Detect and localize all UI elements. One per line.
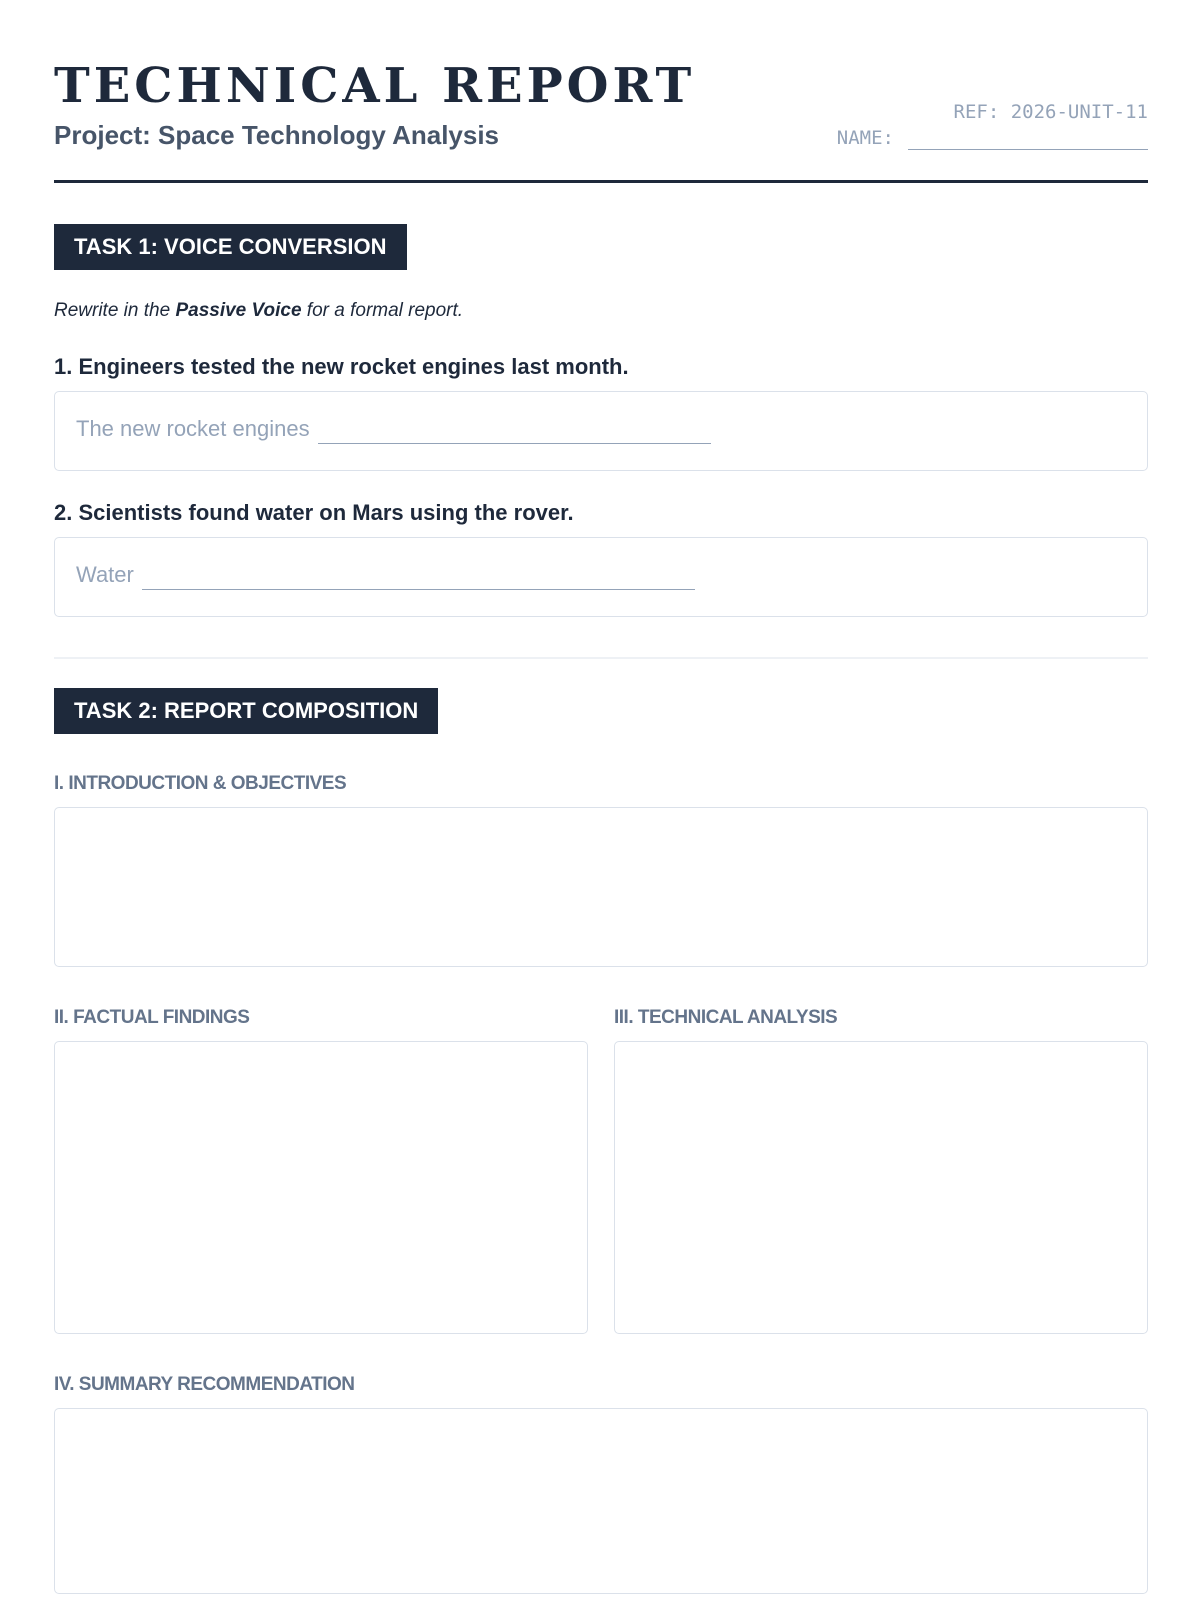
summary-label: IV. SUMMARY RECOMMENDATION xyxy=(54,1374,355,1395)
page-title: TECHNICAL REPORT xyxy=(54,58,696,114)
reference-code: REF: 2026-UNIT-11 xyxy=(953,101,1148,123)
project-subtitle: Project: Space Technology Analysis xyxy=(54,120,500,150)
answer-prompt-1 xyxy=(76,414,711,444)
answer-blank-2[interactable] xyxy=(142,565,695,590)
worksheet-page xyxy=(54,0,1148,1600)
answer-start-1: The new rocket engines xyxy=(76,416,310,441)
findings-textarea[interactable] xyxy=(54,1041,588,1334)
question-2: 2. Scientists found water on Mars using the rover. xyxy=(54,500,574,525)
section-divider xyxy=(54,657,1148,659)
answer-field-1[interactable] xyxy=(54,391,1148,471)
analysis-label: III. TECHNICAL ANALYSIS xyxy=(614,1007,838,1028)
answer-field-2[interactable] xyxy=(54,537,1148,617)
summary-textarea[interactable] xyxy=(54,1408,1148,1594)
task1-instruction xyxy=(54,298,463,324)
instruction-text-end: for a formal report. xyxy=(301,300,464,321)
name-field[interactable] xyxy=(908,127,1148,150)
instruction-text-start: Rewrite in the xyxy=(54,300,176,321)
findings-label: II. FACTUAL FINDINGS xyxy=(54,1007,250,1028)
question-1: 1. Engineers tested the new rocket engines last month. xyxy=(54,354,629,379)
name-label: NAME: xyxy=(836,127,894,149)
analysis-textarea[interactable] xyxy=(614,1041,1148,1334)
answer-blank-1[interactable] xyxy=(318,419,711,444)
introduction-textarea[interactable] xyxy=(54,807,1148,967)
name-row xyxy=(837,126,1148,150)
answer-start-2: Water xyxy=(76,562,134,587)
instruction-emphasis: Passive Voice xyxy=(175,300,302,321)
header-divider xyxy=(54,180,1148,183)
task1-heading: TASK 1: VOICE CONVERSION xyxy=(54,224,407,270)
introduction-label: I. INTRODUCTION & OBJECTIVES xyxy=(54,773,347,794)
answer-prompt-2 xyxy=(76,560,695,590)
task2-heading: TASK 2: REPORT COMPOSITION xyxy=(54,688,438,734)
